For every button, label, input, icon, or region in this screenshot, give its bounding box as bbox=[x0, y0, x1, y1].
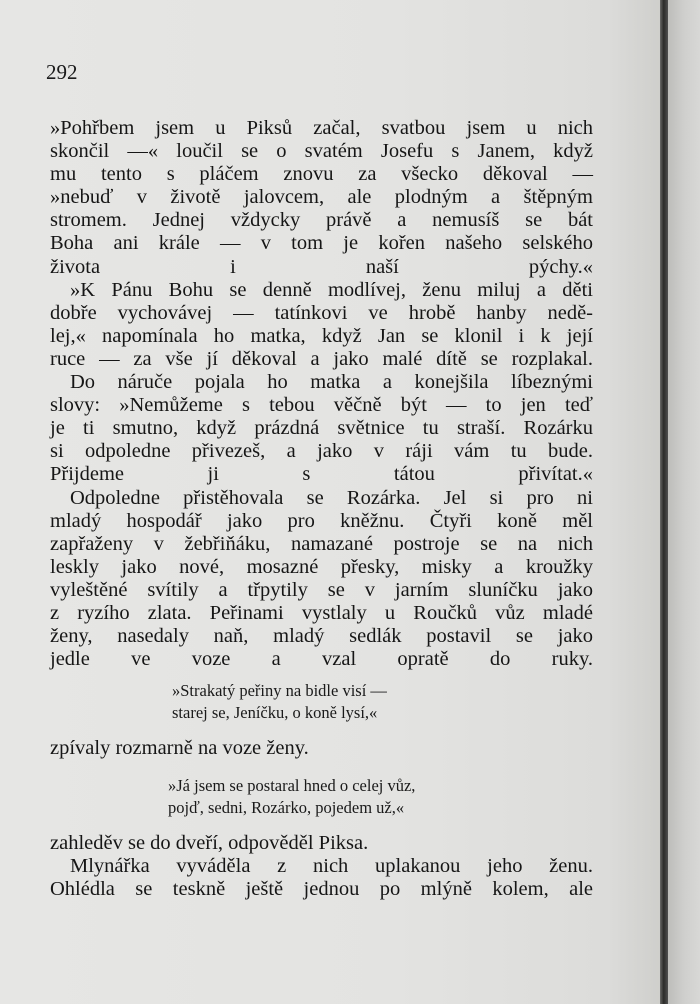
text-line: mladý hospodář jako pro kněžnu. Čtyři koně měl bbox=[50, 509, 593, 532]
verse-line: pojď, sedni, Rozárko, pojedem už,« bbox=[168, 798, 405, 817]
verse-line: »Já jsem se postaral hned o celej vůz, bbox=[168, 776, 416, 795]
text-line: Boha ani krále — v tom je kořen našeho selského bbox=[50, 232, 593, 255]
book-gutter bbox=[660, 0, 668, 1004]
text-line: stromem. Jednej vždycky právě a nemusíš se bát bbox=[50, 209, 593, 232]
text-line: z ryzího zlata. Peřinami vystlaly u Roučků vůz mladé bbox=[50, 601, 593, 624]
text-line: »nebuď v životě jalovcem, ale plodným a štěpným bbox=[50, 186, 593, 209]
text-line: Do náruče pojala ho matka a konejšila líbeznými bbox=[70, 371, 593, 394]
text-line: jedle ve voze a vzal opratě do ruky. bbox=[50, 648, 593, 671]
main-text bbox=[50, 117, 593, 671]
text-line: zahleděv se do dveří, odpověděl Piksa. bbox=[50, 832, 369, 854]
verse-block bbox=[172, 680, 387, 724]
text-line: zpívaly rozmarně na voze ženy. bbox=[50, 737, 309, 759]
text-line: lej,« napomínala ho matka, když Jan se klonil i k její bbox=[50, 324, 593, 347]
text-line: skončil —« loučil se o svatém Josefu s Janem, když bbox=[50, 140, 593, 163]
text-line: slovy: »Nemůžeme s tebou věčně být — to jen teď bbox=[50, 394, 593, 417]
closing-text bbox=[50, 832, 593, 901]
page-number: 292 bbox=[46, 60, 78, 84]
text-line: zapřaženy v žebřiňáku, namazané postroje se na nich bbox=[50, 532, 593, 555]
text-line: leskly jako nové, mosazné přesky, misky a kroužky bbox=[50, 555, 593, 578]
verse-line: starej se, Jeníčku, o koně lysí,« bbox=[172, 703, 378, 722]
text-line: Odpoledne přistěhovala se Rozárka. Jel si pro ni bbox=[70, 486, 593, 509]
verse-block bbox=[168, 775, 415, 819]
text-line: »K Pánu Bohu se denně modlívej, ženu miluj a děti bbox=[70, 278, 593, 301]
verse-line: »Strakatý peřiny na bidle visí — bbox=[172, 681, 387, 700]
text-line: Ohlédla se teskně ještě jednou po mlýně kolem, ale bbox=[50, 878, 593, 901]
text-line: Přijdeme ji s tátou přivítat.« bbox=[50, 463, 593, 486]
text-line: Mlynářka vyváděla z nich uplakanou jeho ženu. bbox=[70, 855, 593, 878]
text-line: dobře vychovávej — tatínkovi ve hrobě hanby nedě- bbox=[50, 301, 593, 324]
text-line: vyleštěné svítily a třpytily se v jarním sluníčku jako bbox=[50, 578, 593, 601]
text-line: »Pohřbem jsem u Piksů začal, svatbou jsem u nich bbox=[50, 117, 593, 139]
text-line: ženy, nasedaly naň, mladý sedlák postavil se jako bbox=[50, 625, 593, 648]
text-line: si odpoledne přivezeš, a jako v ráji vám tu bude. bbox=[50, 440, 593, 463]
text-after-verse bbox=[50, 737, 593, 760]
next-page-edge bbox=[668, 0, 700, 1004]
text-line: ruce — za vše jí děkoval a jako malé dítě se rozplakal. bbox=[50, 347, 593, 370]
text-line: mu tento s pláčem znovu za všecko děkoval — bbox=[50, 163, 593, 186]
text-line: života i naší pýchy.« bbox=[50, 255, 593, 278]
text-line: je ti smutno, když prázdná světnice tu straší. Rozárku bbox=[50, 417, 593, 440]
